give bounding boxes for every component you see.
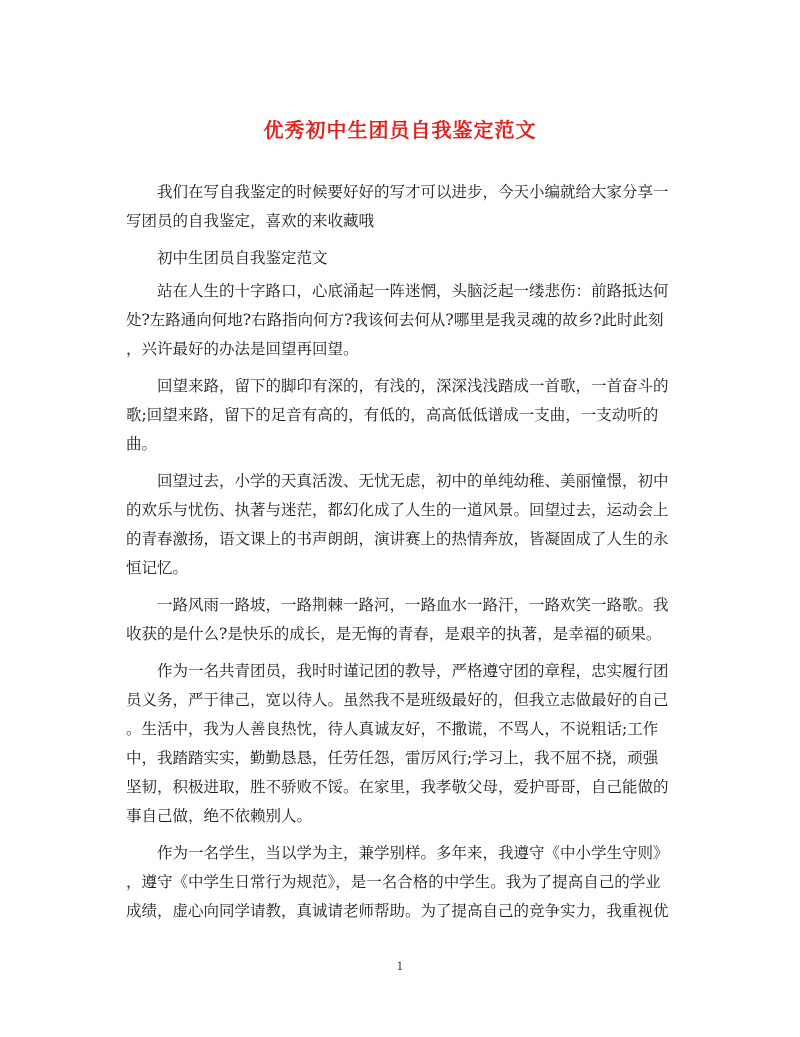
section-heading: 初中生团员自我鉴定范文 — [157, 249, 328, 267]
body-paragraph: 作为一名学生，当以学为主，兼学别样。多年来，我遵守《中小学生守则》 ，遵守《中学生日常行为规范》，是一名合格的中学生。我为了提高自己的学业 成绩，虚心向同学请教，真诚请老师帮助。为了提高自己的竞争实力，我重视优 — [126, 844, 669, 920]
document-body — [126, 178, 676, 934]
body-paragraph: 作为一名共青团员，我时时谨记团的教导，严格遵守团的章程，忠实履行团 员义务，严于律己，宽以待人。虽然我不是班级最好的，但我立志做最好的自己 。生活中，我为人善良热忱，待人真诚友好，不撒谎，不骂人，不说粗话;工作 中，我踏踏实实，勤勤恳恳，任劳任怨，雷厉风行;学习上，我不屈不挠，顽强 坚韧，积极进取，胜不骄败不馁。在家里，我孝敬父母，爱护哥哥，自己能做的 事自己做，绝不依赖别人。 — [126, 662, 669, 825]
body-paragraph: 回望来路，留下的脚印有深的，有浅的，深深浅浅踏成一首歌，一首奋斗的 歌;回望来路，留下的足音有高的，有低的，高高低低谱成一支曲，一支动听的 曲。 — [126, 377, 669, 453]
body-paragraph: 一路风雨一路坡，一路荆棘一路河，一路血水一路汗，一路欢笑一路歌。我 收获的是什么?是快乐的成长，是无悔的青春，是艰辛的执著，是幸福的硕果。 — [126, 596, 669, 643]
body-paragraph: 回望过去，小学的天真活泼、无忧无虑，初中的单纯幼稚、美丽憧憬，初中 的欢乐与忧伤、执著与迷茫，都幻化成了人生的一道风景。回望过去，运动会上 的青春激扬，语文课上的书声朗朗，演讲赛上的热情奔放，皆凝固成了人生的永 恒记忆。 — [126, 472, 669, 577]
document-title: 优秀初中生团员自我鉴定范文 — [263, 118, 537, 142]
intro-paragraph: 我们在写自我鉴定的时候要好好的写才可以进步，今天小编就给大家分享一 写团员的自我鉴定，喜欢的来收藏哦 — [126, 183, 669, 230]
body-paragraph: 站在人生的十字路口，心底涌起一阵迷惘，头脑泛起一缕悲伤：前路抵达何 处?左路通向何地?右路指向何方?我该何去何从?哪里是我灵魂的故乡?此时此刻 ，兴许最好的办法是回望再回望。 — [126, 282, 669, 358]
page-number: 1 — [396, 960, 404, 973]
